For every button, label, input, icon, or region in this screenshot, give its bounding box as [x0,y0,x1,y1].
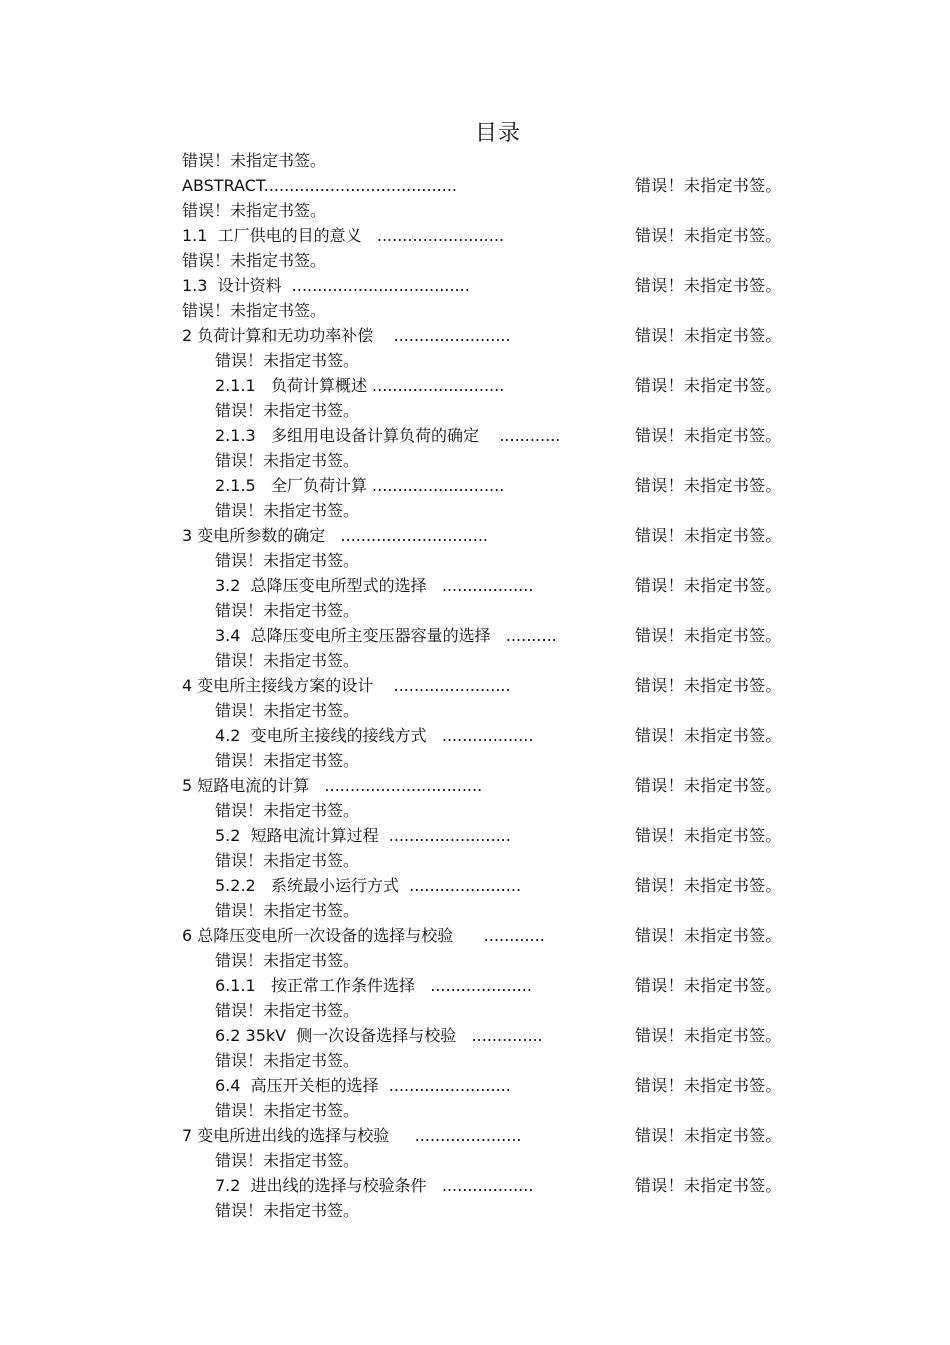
toc-entry-label: 1.3 设计资料 ................................... [182,276,470,295]
toc-entry[interactable] [0,848,950,873]
toc-entry[interactable] [0,323,950,348]
toc-entry-page-ref: 错误！未指定书签。 [635,1126,782,1145]
toc-entry[interactable] [0,498,950,523]
toc-entry-label: 2.1.3 多组用电设备计算负荷的确定 ............ [215,426,561,445]
toc-entry[interactable] [0,648,950,673]
toc-entry-label: 4.2 变电所主接线的接线方式 .................. [215,726,534,745]
toc-entry[interactable] [0,1173,950,1198]
toc-entry-page-ref: 错误！未指定书签。 [635,626,782,645]
toc-entry-label: 错误！未指定书签。 [215,1151,360,1170]
toc-entry-label: 错误！未指定书签。 [215,701,360,720]
toc-entry-page-ref: 错误！未指定书签。 [635,276,782,295]
toc-entry[interactable] [0,623,950,648]
toc-entry[interactable] [0,273,950,298]
toc-entry-label: 错误！未指定书签。 [215,1101,360,1120]
toc-entry-label: 3.4 总降压变电所主变压器容量的选择 .......... [215,626,557,645]
toc-entry-label: 错误！未指定书签。 [182,301,327,320]
toc-entry[interactable] [0,748,950,773]
toc-entry-page-ref: 错误！未指定书签。 [635,576,782,595]
toc-entry-label: 5.2 短路电流计算过程 ........................ [215,826,511,845]
toc-entry-label: 错误！未指定书签。 [215,851,360,870]
toc-entry-label: 1.1 工厂供电的目的意义 ......................... [182,226,505,245]
toc-entry-label: 错误！未指定书签。 [215,351,360,370]
toc-entry-label: 6.4 高压开关柜的选择 ........................ [215,1076,511,1095]
toc-entry[interactable] [0,573,950,598]
toc-entry-page-ref: 错误！未指定书签。 [635,176,782,195]
table-of-contents [0,148,950,1223]
toc-entry-label: 错误！未指定书签。 [215,1001,360,1020]
toc-entry-label: 错误！未指定书签。 [182,151,327,170]
toc-entry-page-ref: 错误！未指定书签。 [635,1076,782,1095]
toc-entry[interactable] [0,548,950,573]
toc-entry-page-ref: 错误！未指定书签。 [635,326,782,345]
toc-entry[interactable] [0,173,950,198]
toc-entry-label: 错误！未指定书签。 [215,401,360,420]
toc-entry[interactable] [0,723,950,748]
toc-entry[interactable] [0,398,950,423]
toc-entry-label: 错误！未指定书签。 [215,751,360,770]
toc-entry[interactable] [0,773,950,798]
toc-entry[interactable] [0,298,950,323]
toc-entry-page-ref: 错误！未指定书签。 [635,526,782,545]
toc-entry[interactable] [0,1048,950,1073]
toc-entry[interactable] [0,923,950,948]
toc-entry-label: 错误！未指定书签。 [215,951,360,970]
toc-entry-label: 5.2.2 系统最小运行方式 ...................... [215,876,522,895]
toc-entry[interactable] [0,423,950,448]
toc-entry-page-ref: 错误！未指定书签。 [635,776,782,795]
toc-entry-label: 错误！未指定书签。 [182,251,327,270]
toc-entry-page-ref: 错误！未指定书签。 [635,726,782,745]
toc-entry[interactable] [0,348,950,373]
toc-entry-page-ref: 错误！未指定书签。 [635,926,782,945]
toc-entry[interactable] [0,1148,950,1173]
toc-entry-page-ref: 错误！未指定书签。 [635,826,782,845]
toc-entry-label: 错误！未指定书签。 [215,651,360,670]
toc-entry-label: 错误！未指定书签。 [215,1051,360,1070]
toc-entry-label: 6 总降压变电所一次设备的选择与校验 ............ [182,926,545,945]
toc-entry-page-ref: 错误！未指定书签。 [635,876,782,895]
toc-entry[interactable] [0,448,950,473]
toc-entry-page-ref: 错误！未指定书签。 [635,426,782,445]
toc-entry[interactable] [0,698,950,723]
toc-entry-page-ref: 错误！未指定书签。 [635,676,782,695]
toc-entry[interactable] [0,873,950,898]
toc-entry-label: 6.1.1 按正常工作条件选择 .................... [215,976,532,995]
toc-entry-label: 错误！未指定书签。 [215,501,360,520]
toc-entry[interactable] [0,998,950,1023]
toc-title: 目录 [474,121,521,146]
toc-entry-label: 3 变电所参数的确定 ............................. [182,526,489,545]
toc-entry-label: 5 短路电流的计算 ............................... [182,776,483,795]
toc-entry-label: 6.2 35kV 侧一次设备选择与校验 .............. [215,1026,543,1045]
toc-entry[interactable] [0,373,950,398]
toc-entry-page-ref: 错误！未指定书签。 [635,476,782,495]
toc-entry[interactable] [0,148,950,173]
toc-entry-label: 错误！未指定书签。 [215,451,360,470]
toc-entry[interactable] [0,823,950,848]
toc-entry-label: ABSTRACT...................................... [182,176,458,195]
toc-entry-label: 错误！未指定书签。 [215,1201,360,1220]
toc-entry[interactable] [0,473,950,498]
toc-entry[interactable] [0,673,950,698]
toc-entry-label: 错误！未指定书签。 [215,901,360,920]
toc-entry-label: 3.2 总降压变电所型式的选择 .................. [215,576,534,595]
toc-entry-label: 错误！未指定书签。 [215,601,360,620]
toc-entry-label: 错误！未指定书签。 [215,801,360,820]
toc-entry-label: 7 变电所进出线的选择与校验 ..................... [182,1126,522,1145]
toc-entry[interactable] [0,948,950,973]
toc-entry[interactable] [0,973,950,998]
toc-entry[interactable] [0,798,950,823]
toc-entry-page-ref: 错误！未指定书签。 [635,1026,782,1045]
toc-entry[interactable] [0,223,950,248]
toc-entry[interactable] [0,198,950,223]
toc-entry-page-ref: 错误！未指定书签。 [635,226,782,245]
toc-entry-label: 2.1.5 全厂负荷计算 .......................... [215,476,505,495]
toc-entry[interactable] [0,598,950,623]
toc-entry-page-ref: 错误！未指定书签。 [635,976,782,995]
toc-entry[interactable] [0,1098,950,1123]
toc-entry-page-ref: 错误！未指定书签。 [635,376,782,395]
toc-entry[interactable] [0,1073,950,1098]
toc-entry-label: 7.2 进出线的选择与校验条件 .................. [215,1176,534,1195]
toc-entry[interactable] [0,523,950,548]
toc-entry-label: 4 变电所主接线方案的设计 ....................... [182,676,511,695]
toc-entry[interactable] [0,1123,950,1148]
toc-entry-page-ref: 错误！未指定书签。 [635,1176,782,1195]
toc-entry[interactable] [0,898,950,923]
toc-entry-label: 2 负荷计算和无功功率补偿 ....................... [182,326,511,345]
toc-entry-label: 错误！未指定书签。 [215,551,360,570]
toc-entry[interactable] [0,248,950,273]
toc-entry[interactable] [0,1023,950,1048]
toc-entry-label: 错误！未指定书签。 [182,201,327,220]
toc-entry-label: 2.1.1 负荷计算概述 .......................... [215,376,505,395]
toc-entry[interactable] [0,1198,950,1223]
